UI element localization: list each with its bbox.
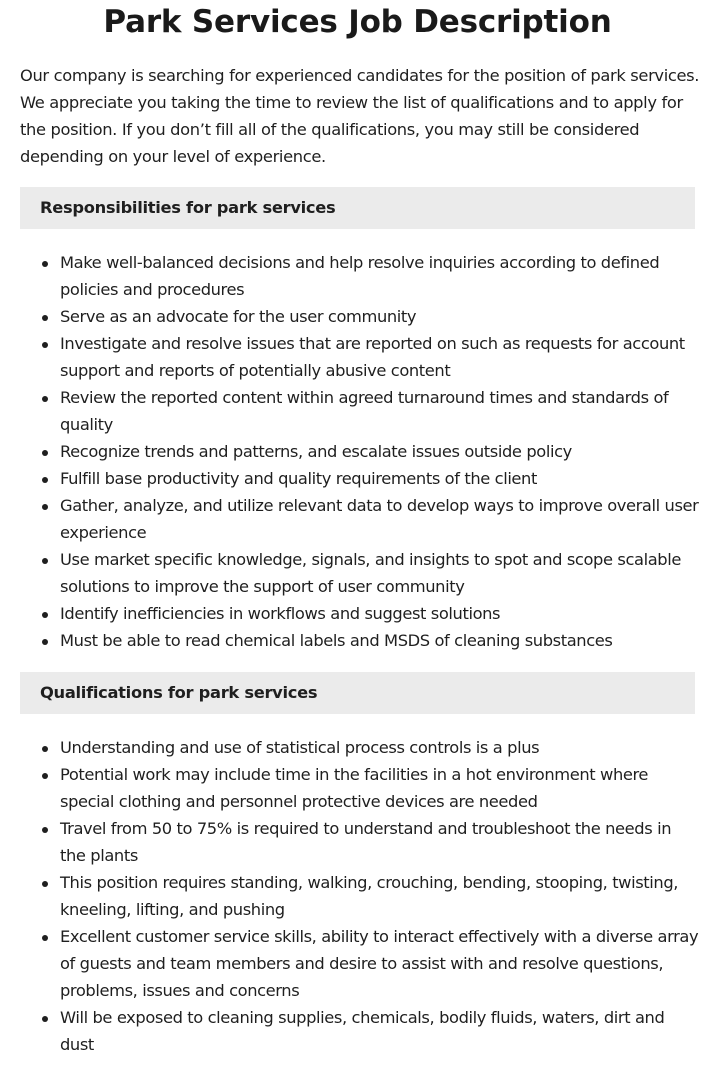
list-item-text: Will be exposed to cleaning supplies, chemicals, bodily fluids, waters, dirt and dust bbox=[60, 1008, 665, 1054]
bullet-icon bbox=[42, 827, 48, 833]
bullet-icon bbox=[42, 504, 48, 510]
responsibilities-list bbox=[20, 249, 699, 654]
list-item-text: Understanding and use of statistical process controls is a plus bbox=[60, 738, 540, 757]
bullet-icon bbox=[42, 612, 48, 618]
list-item-text: Gather, analyze, and utilize relevant data to develop ways to improve overall user experience bbox=[60, 496, 699, 542]
list-item bbox=[20, 465, 700, 492]
bullet-icon bbox=[42, 558, 48, 564]
list-item bbox=[20, 815, 700, 869]
bullet-icon bbox=[42, 935, 48, 941]
list-item-text: Potential work may include time in the facilities in a hot environment where special clothing and personnel protective devices are needed bbox=[60, 765, 649, 811]
list-item bbox=[20, 384, 700, 438]
list-item bbox=[20, 734, 700, 761]
list-item-text: Travel from 50 to 75% is required to understand and troubleshoot the needs in the plants bbox=[60, 819, 672, 865]
bullet-icon bbox=[42, 746, 48, 752]
qualifications-heading: Qualifications for park services bbox=[20, 672, 695, 714]
list-item bbox=[20, 627, 700, 654]
qualifications-list bbox=[20, 734, 699, 1058]
list-item-text: This position requires standing, walking, crouching, bending, stooping, twisting, kneeling, lifting, and pushing bbox=[60, 873, 679, 919]
list-item-text: Review the reported content within agreed turnaround times and standards of quality bbox=[60, 388, 669, 434]
list-item bbox=[20, 546, 700, 600]
list-item bbox=[20, 249, 700, 303]
list-item-text: Excellent customer service skills, ability to interact effectively with a diverse array of guests and team members and desire to assist with and resolve questions, problems, issues and concerns bbox=[60, 927, 699, 1000]
list-item bbox=[20, 761, 700, 815]
list-item-text: Investigate and resolve issues that are reported on such as requests for account support and reports of potentially abusive content bbox=[60, 334, 685, 380]
list-item bbox=[20, 600, 700, 627]
bullet-icon bbox=[42, 1016, 48, 1022]
list-item bbox=[20, 330, 700, 384]
bullet-icon bbox=[42, 315, 48, 321]
bullet-icon bbox=[42, 450, 48, 456]
list-item bbox=[20, 923, 700, 1004]
bullet-icon bbox=[42, 639, 48, 645]
list-item-text: Must be able to read chemical labels and MSDS of cleaning substances bbox=[60, 631, 613, 650]
list-item-text: Serve as an advocate for the user community bbox=[60, 307, 417, 326]
list-item bbox=[20, 492, 700, 546]
page-title: Park Services Job Description bbox=[103, 4, 612, 40]
bullet-icon bbox=[42, 881, 48, 887]
list-item-text: Fulfill base productivity and quality requirements of the client bbox=[60, 469, 537, 488]
responsibilities-heading: Responsibilities for park services bbox=[20, 187, 695, 229]
list-item-text: Use market specific knowledge, signals, and insights to spot and scope scalable solutions to improve the support of user community bbox=[60, 550, 681, 596]
bullet-icon bbox=[42, 477, 48, 483]
list-item bbox=[20, 438, 700, 465]
intro-paragraph: Our company is searching for experienced candidates for the position of park services. We appreciate you taking the time to review the list of qualifications and to apply for the position. If you don’t fill all of the qualifications, you may still be considered depending on your level of experience. bbox=[20, 66, 700, 166]
list-item bbox=[20, 869, 700, 923]
list-item-text: Make well-balanced decisions and help resolve inquiries according to defined policies and procedures bbox=[60, 253, 660, 299]
bullet-icon bbox=[42, 342, 48, 348]
list-item-text: Identify inefficiencies in workflows and suggest solutions bbox=[60, 604, 501, 623]
bullet-icon bbox=[42, 396, 48, 402]
list-item-text: Recognize trends and patterns, and escalate issues outside policy bbox=[60, 442, 572, 461]
list-item bbox=[20, 1004, 700, 1058]
bullet-icon bbox=[42, 261, 48, 267]
list-item bbox=[20, 303, 700, 330]
bullet-icon bbox=[42, 773, 48, 779]
